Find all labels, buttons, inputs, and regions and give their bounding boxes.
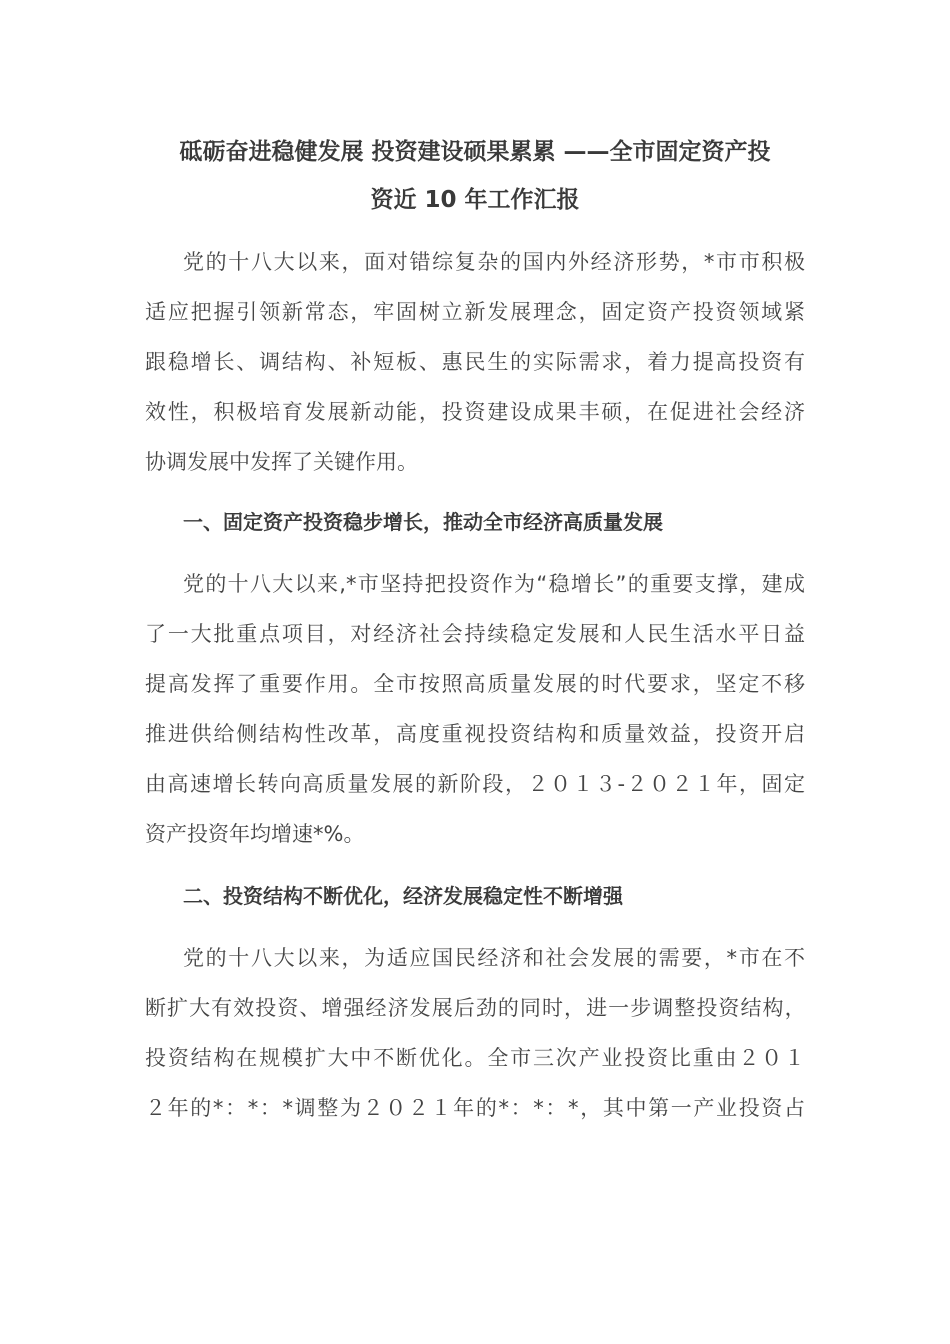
paragraph-intro — [145, 237, 805, 487]
text-line: 断扩大有效投资、增强经济发展后劲的同时，进一步调整投资结构， — [145, 996, 805, 1020]
text-line: 党的十八大以来，面对错综复杂的国内外经济形势，*市市积极 — [183, 250, 805, 274]
section-heading-1: 一、固定资产投资稳步增长，推动全市经济高质量发展 — [183, 510, 663, 534]
text-line: 投资结构在规模扩大中不断优化。全市三次产业投资比重由２０１ — [145, 1046, 805, 1070]
text-line: 由高速增长转向高质量发展的新阶段，２０１３-２０２１年，固定 — [145, 772, 805, 796]
text-line: ２年的*：*：*调整为２０２１年的*：*：*，其中第一产业投资占 — [145, 1096, 805, 1120]
paragraph-section-2 — [145, 933, 805, 1133]
text-line: 推进供给侧结构性改革，高度重视投资结构和质量效益，投资开启 — [145, 722, 805, 746]
section-heading-2: 二、投资结构不断优化，经济发展稳定性不断增强 — [183, 884, 623, 908]
text-line: 党的十八大以来，为适应国民经济和社会发展的需要，*市在不 — [183, 946, 805, 970]
document-title — [145, 128, 805, 224]
text-line: 协调发展中发挥了关键作用。 — [145, 450, 418, 474]
text-line: 跟稳增长、调结构、补短板、惠民生的实际需求，着力提高投资有 — [145, 350, 805, 374]
text-line: 提高发挥了重要作用。全市按照高质量发展的时代要求，坚定不移 — [145, 672, 805, 696]
text-line: 资产投资年均增速*%。 — [145, 822, 365, 846]
text-line: 效性，积极培育发展新动能，投资建设成果丰硕，在促进社会经济 — [145, 400, 805, 424]
text-line: 了一大批重点项目，对经济社会持续稳定发展和人民生活水平日益 — [145, 622, 805, 646]
title-line-1: 砥砺奋进稳健发展 投资建设硕果累累 ——全市固定资产投 — [179, 139, 771, 165]
text-line: 适应把握引领新常态，牢固树立新发展理念，固定资产投资领域紧 — [145, 300, 805, 324]
text-line: 党的十八大以来,*市坚持把投资作为“稳增长”的重要支撑，建成 — [183, 572, 805, 596]
title-line-2: 资近 10 年工作汇报 — [370, 187, 580, 213]
paragraph-section-1 — [145, 559, 805, 859]
